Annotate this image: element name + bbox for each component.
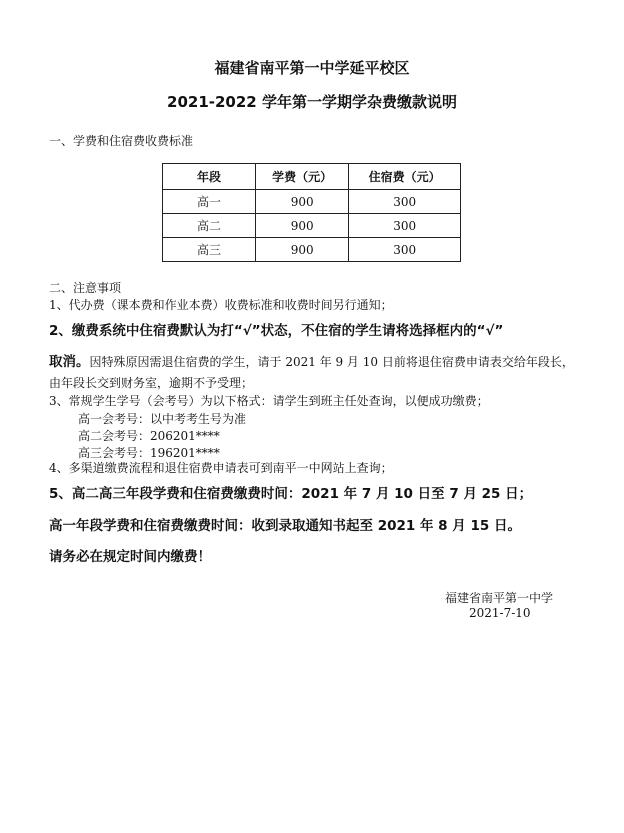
notice-item-3-grade2: 高二会考号：206201**** <box>78 429 220 443</box>
table-cell: 300 <box>349 190 461 214</box>
table-cell: 高三 <box>163 238 256 262</box>
title-school: 福建省南平第一中学延平校区 <box>214 59 410 77</box>
notice-item-3: 3、常规学生学号（会考号）为以下格式：请学生到班主任处查询，以便成功缴费； <box>49 394 489 408</box>
notice-item-1: 1、代办费（课本费和作业本费）收费标准和收费时间另行通知； <box>49 298 393 312</box>
section2-heading: 二、注意事项 <box>49 281 122 295</box>
fee-table <box>162 163 461 262</box>
fee-table-header-grade: 年段 <box>163 164 256 190</box>
notice-item-4: 4、多渠道缴费流程和退住宿费申请表可到南平一中网站上查询； <box>49 461 393 475</box>
payment-reminder: 请务必在规定时间内缴费！ <box>49 549 211 565</box>
notice-item-2-cont2: 由年段长交到财务室，逾期不予受理； <box>49 376 254 390</box>
signature-org: 福建省南平第一中学 <box>445 591 554 605</box>
notice-item-5b: 高一年段学费和住宿费缴费时间：收到录取通知书起至 2021 年 8 月 15 日。 <box>49 518 521 534</box>
signature-date: 2021-7-10 <box>469 606 531 620</box>
fee-table-header-tuition: 学费（元） <box>256 164 349 190</box>
table-cell: 900 <box>256 238 349 262</box>
table-cell: 300 <box>349 238 461 262</box>
notice-item-5: 5、高二高三年段学费和住宿费缴费时间：2021 年 7 月 10 日至 7 月 25 日； <box>49 486 533 502</box>
table-row <box>163 190 461 214</box>
fee-table-header-row <box>163 164 461 190</box>
notice-item-2: 2、缴费系统中住宿费默认为打“√”状态，不住宿的学生请将选择框内的“√” <box>49 323 504 339</box>
notice-item-2-refund: 因特殊原因需退住宿费的学生，请于 2021 年 9 月 10 日前将退住宿费申请表交给年段长， <box>89 355 574 369</box>
notice-item-2-cancel: 取消。 <box>49 354 90 370</box>
table-cell: 高二 <box>163 214 256 238</box>
table-cell: 900 <box>256 214 349 238</box>
table-cell: 高一 <box>163 190 256 214</box>
table-row <box>163 238 461 262</box>
section1-heading: 一、学费和住宿费收费标准 <box>49 134 194 148</box>
fee-table-header-boarding: 住宿费（元） <box>349 164 461 190</box>
table-row <box>163 214 461 238</box>
notice-item-3-grade1: 高一会考号：以中考考生号为准 <box>78 412 247 426</box>
table-cell: 300 <box>349 214 461 238</box>
notice-item-3-grade3: 高三会考号：196201**** <box>78 446 220 460</box>
table-cell: 900 <box>256 190 349 214</box>
title-notice: 2021-2022 学年第一学期学杂费缴款说明 <box>167 93 457 111</box>
notice-item-2-cont <box>49 350 574 370</box>
